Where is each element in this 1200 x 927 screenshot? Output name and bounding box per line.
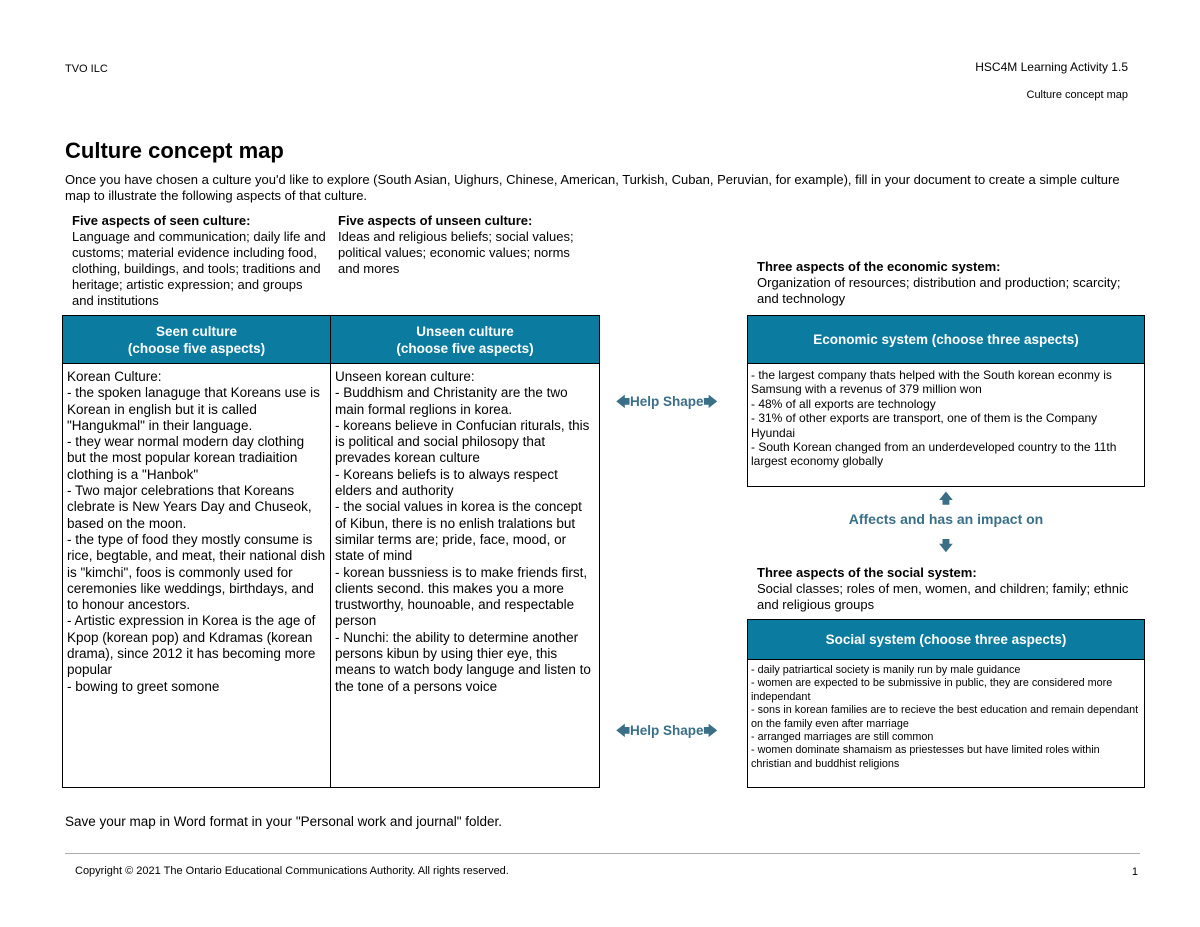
social-system-box[interactable]	[747, 619, 1145, 788]
seen-aspects-text: Language and communication; daily life and customs; material evidence including food, clothing, buildings, and tools; traditions and heritage; artistic expression; and groups and institutions	[72, 229, 326, 308]
help-shape-label: Help Shape	[629, 394, 704, 409]
help-shape-connector-bottom	[616, 721, 717, 744]
save-note: Save your map in Word format in your "Personal work and journal" folder.	[65, 814, 503, 829]
header-course: HSC4M Learning Activity 1.5	[975, 60, 1128, 74]
arrow-left-icon: 🡄	[616, 723, 630, 738]
seen-header-line2: (choose five aspects)	[127, 340, 266, 356]
unseen-culture-box[interactable]	[330, 315, 600, 788]
social-system-header: Social system (choose three aspects)	[748, 620, 1144, 660]
social-aspects-text: Social classes; roles of men, women, and children; family; ethnic and religious groups	[757, 581, 1129, 612]
economic-system-header: Economic system (choose three aspects)	[748, 316, 1144, 364]
unseen-aspects	[338, 213, 588, 277]
seen-culture-content[interactable]: Korean Culture: - the spoken lanaguge that Koreans use is Korean in english but it is called "Hangukmal" in their language. - they wear normal modern day clothing but the most popular korean tradiaition clothing is a "Hanbok" - Two major celebrations that Koreans clebrate is New Years Day and Chuseok, based on the moon. - the type of food they mostly consume is rice, begtable, and meat, their national dish is "kimchi", foos is commonly used for ceremonies like weddings, birthdays, and to honour ancestors. - Artistic expression in Korea is the age of Kpop (korean pop) and Kdramas (korean drama), since 2012 it has becoming more popular - bowing to greet somone	[67, 369, 326, 694]
arrow-right-icon: 🡆	[703, 723, 718, 738]
header-subtitle: Culture concept map	[1026, 89, 1128, 101]
affects-label: Affects and has an impact on	[848, 511, 1044, 527]
economic-system-content[interactable]: - the largest company thats helped with the South korean econmy is Samsung with a revenus of 379 million won - 48% of all exports are technology - 31% of other exports are transport, one of them is the Company Hyundai - South Korean changed from an underdeveloped country to the 11th largest economy globally	[751, 368, 1117, 469]
economic-aspects-text: Organization of resources; distribution and production; scarcity; and technology	[757, 275, 1121, 306]
seen-aspects-heading: Five aspects of seen culture:	[72, 213, 251, 228]
arrow-up-icon: 🡅	[939, 491, 953, 506]
unseen-aspects-text: Ideas and religious beliefs; social values; political values; economic values; norms and mores	[338, 229, 574, 276]
economic-aspects-heading: Three aspects of the economic system:	[757, 259, 1001, 274]
seen-culture-box[interactable]	[62, 315, 331, 788]
unseen-culture-header	[331, 316, 599, 364]
economic-aspects	[757, 259, 1142, 307]
help-shape-label: Help Shape	[629, 723, 704, 738]
seen-culture-header	[63, 316, 330, 364]
social-aspects-heading: Three aspects of the social system:	[757, 565, 977, 580]
unseen-header-line2: (choose five aspects)	[396, 340, 534, 356]
social-system-content[interactable]: - daily patriartical society is manily run by male guidance - women are expected to be submissive in public, they are considered more independant - sons in korean families are to recieve the best education and remain dependant on the family even after marriage - arranged marriages are still common - women dominate shamaism as priestesses but have limited roles within christian and buddhist religions	[751, 664, 1139, 770]
help-shape-connector-top	[616, 392, 717, 415]
page-title: Culture concept map	[65, 138, 284, 163]
arrow-right-icon: 🡆	[703, 394, 718, 409]
unseen-culture-content[interactable]: Unseen korean culture: - Buddhism and Christanity are the two main formal reglions in korea. - koreans believe in Confucian riturals, this is political and social philosopy that prevades korean culture - Koreans beliefs is to always respect elders and authority - the social values in korea is the concept of Kibun, there is no enlish tralations but similar terms are; pride, face, mood, or state of mind - korean bussniess is to make friends first, clients second. this makes you a more trustworthy, hounoable, and respectable person - Nunchi: the ability to determine another persons kibun by using thier eye, this means to watch body languge and listen to the tone of a persons voice	[335, 369, 591, 694]
unseen-header-line1: Unseen culture	[416, 323, 514, 339]
unseen-aspects-heading: Five aspects of unseen culture:	[338, 213, 533, 228]
economic-system-box[interactable]	[747, 315, 1145, 487]
intro-paragraph: Once you have chosen a culture you'd like to explore (South Asian, Uighurs, Chinese, American, Turkish, Cuban, Peruvian, for example), fill in your document to create a simple culture map to illustrate the following aspects of that culture.	[65, 172, 1120, 203]
footer-divider	[65, 853, 1140, 854]
footer-copyright: Copyright © 2021 The Ontario Educational Communications Authority. All rights reserved.	[75, 865, 509, 877]
arrow-down-icon: 🡇	[939, 538, 953, 553]
header-org: TVO ILC	[65, 63, 108, 75]
arrow-left-icon: 🡄	[616, 394, 630, 409]
seen-aspects	[72, 213, 327, 309]
seen-header-line1: Seen culture	[155, 323, 238, 339]
page-number: 1	[1131, 866, 1138, 878]
social-aspects	[757, 565, 1142, 613]
